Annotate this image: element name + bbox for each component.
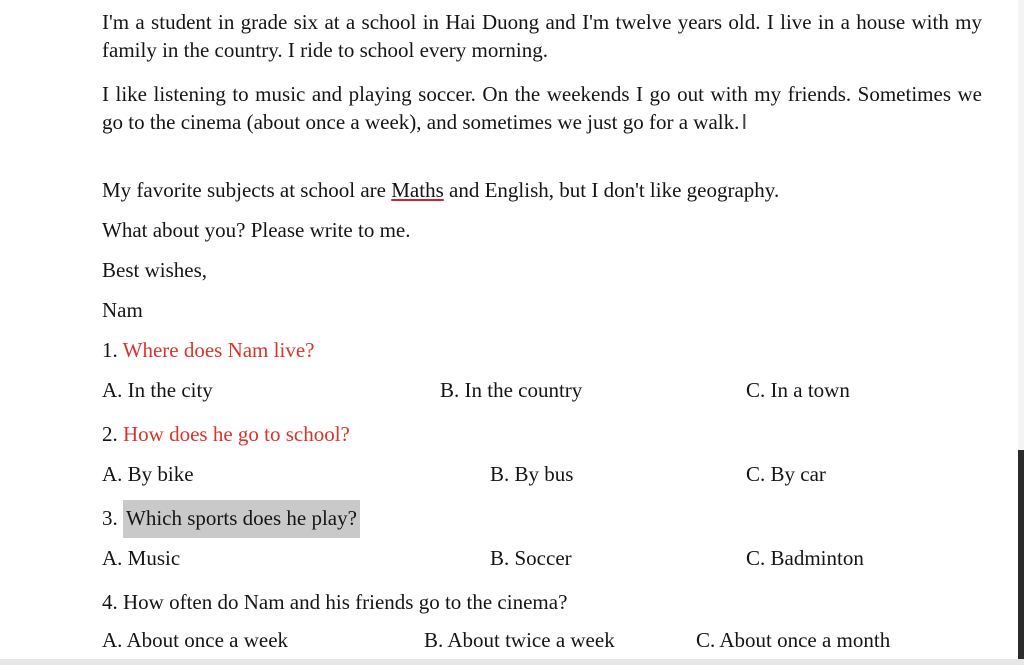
window-edge [1018,450,1024,665]
question-4-option-c: C. About once a month [696,628,891,652]
question-text-highlighted: Which sports does he play? [123,500,360,538]
bottom-edge [0,659,1024,665]
letter-signature: Nam [102,298,143,322]
question-4-option-b: B. About twice a week [424,628,615,652]
question-1 [102,336,314,364]
question-1-option-a: A. In the city [102,378,213,402]
question-4-option-a: A. About once a week [102,628,289,652]
letter-paragraph-3-end: and English, but I don't like geography. [443,178,780,202]
question-1-option-c: C. In a town [746,378,850,402]
question-text: Where does Nam live? [122,338,315,362]
letter-paragraph-2-text: I like listening to music and playing soccer. On the weekends I go out with my friends. Sometimes we go to the cinema (about once a week), and sometimes we just go for a walk. [102,82,982,134]
question-2-option-b: B. By bus [490,462,574,486]
question-number: 2. [102,422,118,446]
question-number: 1. [102,338,118,362]
question-number: 4. [102,590,118,614]
question-3-option-c: C. Badminton [746,546,864,570]
question-4 [102,588,567,616]
underlined-word: Maths [391,178,444,202]
question-3 [102,504,360,532]
letter-paragraph-3-start: My favorite subjects at school are [102,178,392,202]
question-text: How often do Nam and his friends go to the cinema? [123,590,568,614]
question-2 [102,420,350,448]
letter-paragraph-3 [102,176,982,204]
letter-paragraph-1: I'm a student in grade six at a school in Hai Duong and I'm twelve years old. I live in a house with my family in the country. I ride to school every morning. [102,10,982,62]
question-3-option-a: A. Music [102,546,181,570]
letter-closing: Best wishes, [102,258,207,282]
question-text: How does he go to school? [123,422,350,446]
question-2-option-a: A. By bike [102,462,194,486]
question-number: 3. [102,506,118,530]
letter-paragraph-4: What about you? Please write to me. [102,218,411,242]
question-2-option-c: C. By car [746,462,826,486]
question-3-option-b: B. Soccer [490,546,572,570]
text-cursor-icon: I [741,110,748,134]
question-1-option-b: B. In the country [440,378,583,402]
letter-paragraph-2 [102,80,982,136]
